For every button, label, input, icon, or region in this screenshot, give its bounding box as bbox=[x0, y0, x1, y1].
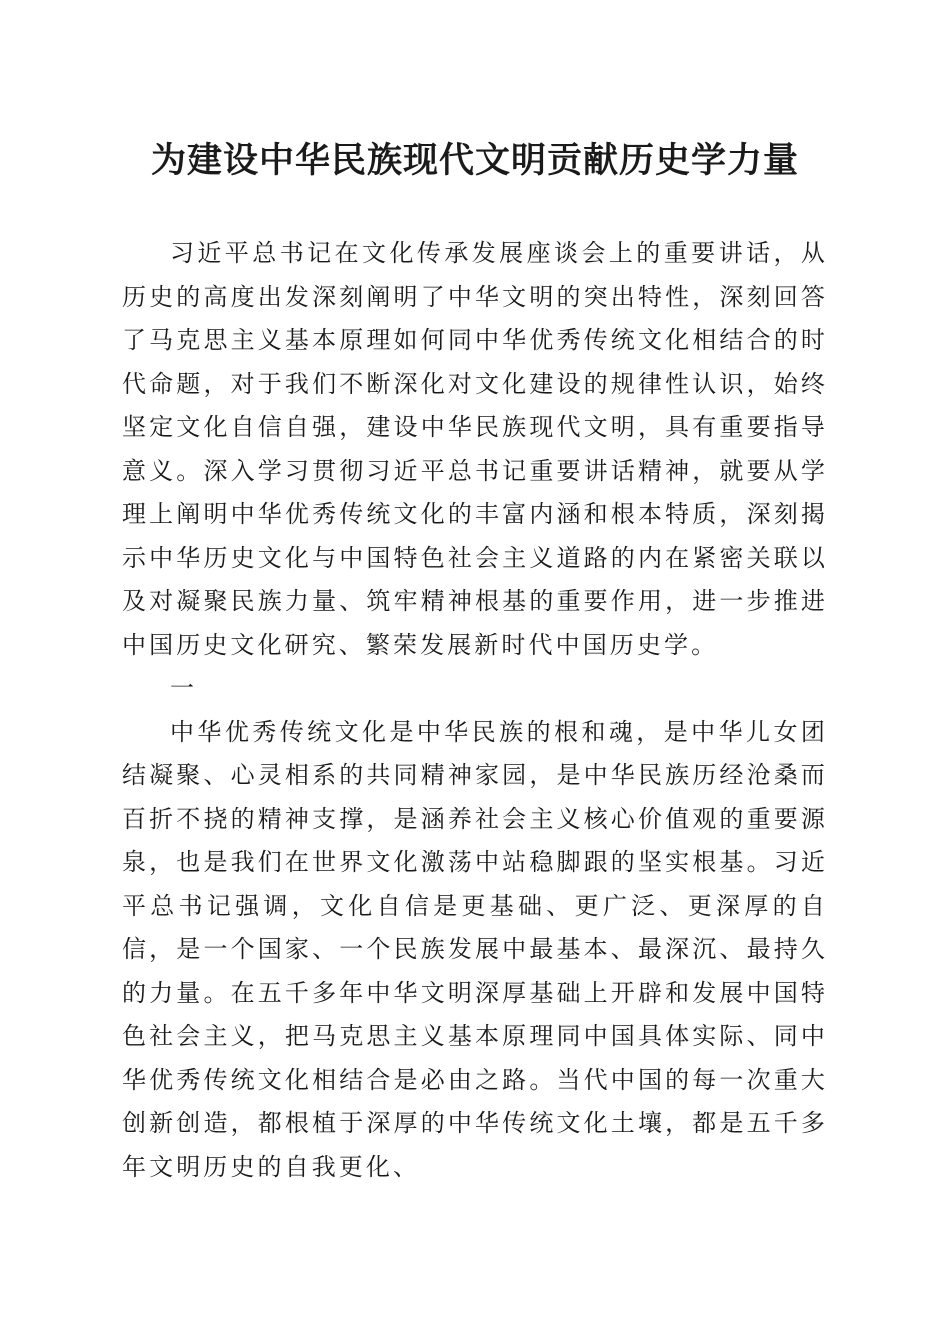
section-number: 一 bbox=[170, 674, 197, 702]
document-body bbox=[122, 232, 828, 1189]
intro-paragraph: 习近平总书记在文化传承发展座谈会上的重要讲话，从历史的高度出发深刻阐明了中华文明的突出特性，深刻回答了马克思主义基本原理如何同中华优秀传统文化相结合的时代命题，对于我们不断深化对文化建设的规律性认识，始终坚定文化自信自强，建设中华民族现代文明，具有重要指导意义。深入学习贯彻习近平总书记重要讲话精神，就要从学理上阐明中华优秀传统文化的丰富内涵和根本特质，深刻揭示中华历史文化与中国特色社会主义道路的内在紧密关联以及对凝聚民族力量、筑牢精神根基的重要作用，进一步推进中国历史文化研究、繁荣发展新时代中国历史学。 bbox=[122, 239, 828, 659]
section-one-paragraph: 中华优秀传统文化是中华民族的根和魂，是中华儿女团结凝聚、心灵相系的共同精神家园，是中华民族历经沧桑而百折不挠的精神支撑，是涵养社会主义核心价值观的重要源泉，也是我们在世界文化激荡中站稳脚跟的坚实根基。习近平总书记强调，文化自信是更基础、更广泛、更深厚的自信，是一个国家、一个民族发展中最基本、最深沉、最持久的力量。在五千多年中华文明深厚基础上开辟和发展中国特色社会主义，把马克思主义基本原理同中国具体实际、同中华优秀传统文化相结合是必由之路。当代中国的每一次重大创新创造，都根植于深厚的中华传统文化土壤，都是五千多年文明历史的自我更化、 bbox=[122, 717, 828, 1181]
document-title: 为建设中华民族现代文明贡献历史学力量 bbox=[150, 140, 799, 181]
